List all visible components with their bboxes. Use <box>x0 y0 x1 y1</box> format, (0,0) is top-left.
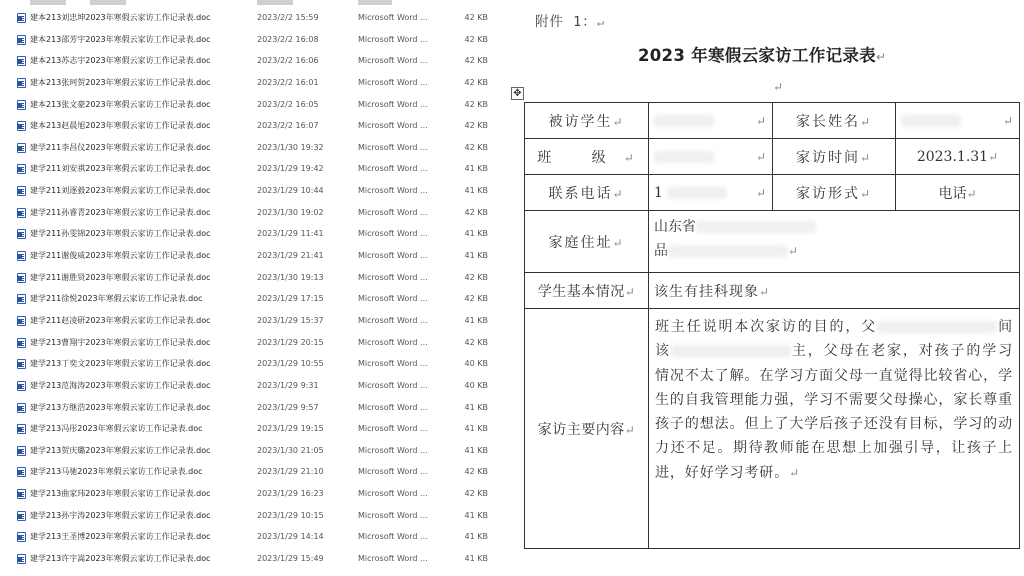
file-size: 42 KB <box>464 467 488 477</box>
file-modified-date: 2023/1/29 19:15 <box>257 424 324 434</box>
student-label-cell: 被访学生↵ <box>525 103 649 139</box>
file-type: Microsoft Word ... <box>358 359 428 369</box>
file-type: Microsoft Word ... <box>358 294 428 304</box>
file-size: 42 KB <box>464 142 488 152</box>
word-document-icon <box>17 511 26 521</box>
visit-form-value-cell[interactable]: 电话↵ <box>896 175 1020 211</box>
file-row[interactable] <box>0 397 505 419</box>
file-modified-date: 2023/1/29 11:41 <box>257 229 324 239</box>
file-modified-date: 2023/1/29 21:41 <box>257 251 324 261</box>
file-name: 建学213马驰2023年寒假云家访工作记录表.doc <box>30 467 203 477</box>
file-modified-date: 2023/2/2 16:06 <box>257 56 319 66</box>
file-type: Microsoft Word ... <box>358 186 428 196</box>
word-document-icon <box>17 403 26 413</box>
file-modified-date: 2023/2/2 15:59 <box>257 13 319 22</box>
redacted-text <box>671 345 791 357</box>
word-document-icon <box>17 13 26 23</box>
file-type: Microsoft Word ... <box>358 554 428 564</box>
file-size: 42 KB <box>464 121 488 131</box>
file-name: 建学211赵凌研2023年寒假云家访工作记录表.doc <box>30 315 211 325</box>
file-row[interactable] <box>0 94 505 116</box>
word-document-icon <box>17 164 26 174</box>
word-document-icon <box>17 381 26 391</box>
visit-content-cell[interactable]: 班主任说明本次家访的目的，父 间该 主，父母在老家，对孩子的学习情况不太了解。在学习方面父母一直觉得比较省心，学生的自我管理能力强，学习不需要父母操心，家长尊重孩子的想法。但上了大学后孩子还没有目标，学习的动力还不足。期待教师能在思想上加强引导，让孩子上进，好好学习考研。↵ <box>649 309 1020 549</box>
file-row[interactable] <box>0 353 505 375</box>
file-name: 建学213方继浩2023年寒假云家访工作记录表.doc <box>30 402 211 412</box>
file-modified-date: 2023/1/30 21:05 <box>257 445 324 455</box>
word-document-icon <box>17 121 26 131</box>
file-row[interactable] <box>0 137 505 159</box>
file-size: 40 KB <box>464 359 488 369</box>
file-size: 42 KB <box>464 294 488 304</box>
file-row[interactable] <box>0 245 505 267</box>
word-document-icon <box>17 229 26 239</box>
file-row[interactable] <box>0 526 505 548</box>
file-row[interactable] <box>0 223 505 245</box>
file-type: Microsoft Word ... <box>358 380 428 390</box>
file-size: 41 KB <box>464 186 488 196</box>
file-type: Microsoft Word ... <box>358 489 428 499</box>
file-type: Microsoft Word ... <box>358 142 428 152</box>
file-modified-date: 2023/1/29 21:10 <box>257 467 324 477</box>
file-name: 建学213丁奕文2023年寒假云家访工作记录表.doc <box>30 359 211 369</box>
file-name: 建学213王圣博2023年寒假云家访工作记录表.doc <box>30 532 211 542</box>
redacted-text <box>901 115 961 127</box>
parent-label-cell: 家长姓名↵ <box>773 103 896 139</box>
file-type: Microsoft Word ... <box>358 251 428 261</box>
file-type: Microsoft Word ... <box>358 77 428 87</box>
redacted-text <box>877 321 997 333</box>
file-modified-date: 2023/1/29 10:55 <box>257 359 324 369</box>
situation-value-cell[interactable]: 该生有挂科现象↵ <box>649 273 1020 309</box>
visit-record-table <box>524 102 1020 549</box>
file-name: 建本213张珂贺2023年寒假云家访工作记录表.doc <box>30 77 211 87</box>
visit-form-label-cell: 家访形式↵ <box>773 175 896 211</box>
redacted-text <box>667 187 727 199</box>
file-type: Microsoft Word ... <box>358 229 428 239</box>
file-name: 建学213贺庆璐2023年寒假云家访工作记录表.doc <box>30 445 211 455</box>
file-type: Microsoft Word ... <box>358 13 428 22</box>
file-size: 40 KB <box>464 380 488 390</box>
file-modified-date: 2023/1/30 19:02 <box>257 207 324 217</box>
file-name: 建学211孙睿青2023年寒假云家访工作记录表.doc <box>30 207 211 217</box>
file-modified-date: 2023/1/29 16:23 <box>257 489 324 499</box>
file-size: 41 KB <box>464 510 488 520</box>
phone-label-cell: 联系电话↵ <box>525 175 649 211</box>
file-modified-date: 2023/2/2 16:08 <box>257 34 319 44</box>
file-size: 41 KB <box>464 315 488 325</box>
file-size: 42 KB <box>464 99 488 109</box>
file-size: 42 KB <box>464 13 488 22</box>
file-row[interactable] <box>0 483 505 505</box>
file-type: Microsoft Word ... <box>358 207 428 217</box>
file-modified-date: 2023/1/29 19:42 <box>257 164 324 174</box>
file-modified-date: 2023/1/29 17:15 <box>257 294 324 304</box>
file-size: 41 KB <box>464 424 488 434</box>
file-name: 建学213曲家玮2023年寒假云家访工作记录表.doc <box>30 489 211 499</box>
file-name: 建学213孙宇涛2023年寒假云家访工作记录表.doc <box>30 510 211 520</box>
redacted-text <box>668 245 788 257</box>
word-document-icon <box>17 532 26 542</box>
content-label-cell: 家访主要内容↵ <box>525 309 649 549</box>
file-size: 41 KB <box>464 164 488 174</box>
word-document-icon <box>17 359 26 369</box>
file-row[interactable] <box>0 440 505 462</box>
file-type: Microsoft Word ... <box>358 532 428 542</box>
file-name: 建学213许宇嵩2023年寒假云家访工作记录表.doc <box>30 554 211 564</box>
file-name: 建学213曹翔宇2023年寒假云家访工作记录表.doc <box>30 337 211 347</box>
file-modified-date: 2023/2/2 16:05 <box>257 99 319 109</box>
file-name: 建本213张文豪2023年寒假云家访工作记录表.doc <box>30 99 211 109</box>
address-label-cell: 家庭住址↵ <box>525 211 649 273</box>
parent-value-cell[interactable]: ↵ <box>896 103 1020 139</box>
file-name: 建学211李昌仪2023年寒假云家访工作记录表.doc <box>30 142 211 152</box>
table-move-handle-icon[interactable]: ✥ <box>511 87 524 100</box>
paragraph-mark: ↵ <box>875 50 887 64</box>
word-document-icon <box>17 446 26 456</box>
visit-time-label-cell: 家访时间↵ <box>773 139 896 175</box>
file-rows <box>0 7 505 570</box>
word-document-icon <box>17 251 26 261</box>
file-row[interactable] <box>0 158 505 180</box>
word-document-icon <box>17 554 26 564</box>
word-document-icon <box>17 208 26 218</box>
file-name: 建学211孙雯锦2023年寒假云家访工作记录表.doc <box>30 229 211 239</box>
word-document-icon <box>17 424 26 434</box>
file-type: Microsoft Word ... <box>358 315 428 325</box>
file-size: 41 KB <box>464 229 488 239</box>
file-modified-date: 2023/1/29 10:44 <box>257 186 324 196</box>
file-size: 41 KB <box>464 402 488 412</box>
file-modified-date: 2023/1/29 9:57 <box>257 402 319 412</box>
file-size: 41 KB <box>464 251 488 261</box>
redacted-text <box>654 151 714 163</box>
student-value-cell[interactable]: ↵ <box>649 103 773 139</box>
scrolled-row-remnant <box>0 0 505 7</box>
word-document-icon <box>17 143 26 153</box>
file-type: Microsoft Word ... <box>358 445 428 455</box>
word-document-icon <box>17 489 26 499</box>
attachment-label: 附件 1：↵ <box>535 14 605 30</box>
file-row[interactable] <box>0 180 505 202</box>
file-size: 42 KB <box>464 77 488 87</box>
file-modified-date: 2023/1/30 19:13 <box>257 272 324 282</box>
file-name: 建本213赵晨旭2023年寒假云家访工作记录表.doc <box>30 121 211 131</box>
file-row[interactable] <box>0 418 505 440</box>
file-row[interactable] <box>0 7 505 29</box>
file-row[interactable] <box>0 72 505 94</box>
file-type: Microsoft Word ... <box>358 424 428 434</box>
word-document-page[interactable] <box>505 0 1024 576</box>
file-name: 建学211谢俊威2023年寒假云家访工作记录表.doc <box>30 251 211 261</box>
file-modified-date: 2023/2/2 16:01 <box>257 77 319 87</box>
file-name: 建学211徐悦2023年寒假云家访工作记录表.doc <box>30 294 203 304</box>
file-size: 41 KB <box>464 445 488 455</box>
file-row[interactable] <box>0 505 505 527</box>
file-name: 建学211谢胜贤2023年寒假云家访工作记录表.doc <box>30 272 211 282</box>
situation-label-cell: 学生基本情况↵ <box>525 273 649 309</box>
file-size: 42 KB <box>464 489 488 499</box>
word-document-icon <box>17 100 26 110</box>
file-size: 42 KB <box>464 207 488 217</box>
file-type: Microsoft Word ... <box>358 164 428 174</box>
file-row[interactable] <box>0 288 505 310</box>
address-value-cell[interactable]: 山东省 品 ↵ <box>649 211 1020 273</box>
file-name: 建学211刘安祺2023年寒假云家访工作记录表.doc <box>30 164 211 174</box>
document-title: 2023 年寒假云家访工作记录表↵ <box>638 46 887 65</box>
file-size: 42 KB <box>464 272 488 282</box>
redacted-text <box>654 115 714 127</box>
word-document-icon <box>17 273 26 283</box>
file-size: 42 KB <box>464 56 488 66</box>
file-type: Microsoft Word ... <box>358 99 428 109</box>
file-name: 建学213冯彤2023年寒假云家访工作记录表.doc <box>30 424 203 434</box>
file-row[interactable] <box>0 115 505 137</box>
file-explorer-list <box>0 0 505 576</box>
file-modified-date: 2023/1/29 14:14 <box>257 532 324 542</box>
word-document-icon <box>17 35 26 45</box>
file-row[interactable] <box>0 461 505 483</box>
file-row[interactable] <box>0 202 505 224</box>
file-row[interactable] <box>0 332 505 354</box>
file-name: 建学211刘逐毅2023年寒假云家访工作记录表.doc <box>30 186 211 196</box>
word-document-icon <box>17 467 26 477</box>
file-modified-date: 2023/1/29 10:15 <box>257 510 324 520</box>
file-size: 41 KB <box>464 532 488 542</box>
file-row[interactable] <box>0 375 505 397</box>
file-size: 41 KB <box>464 554 488 564</box>
file-row[interactable] <box>0 310 505 332</box>
class-value-cell[interactable]: ↵ <box>649 139 773 175</box>
file-type: Microsoft Word ... <box>358 121 428 131</box>
file-modified-date: 2023/2/2 16:07 <box>257 121 319 131</box>
word-document-icon <box>17 294 26 304</box>
file-modified-date: 2023/1/29 9:31 <box>257 380 319 390</box>
file-type: Microsoft Word ... <box>358 56 428 66</box>
file-name: 建本213苏志宇2023年寒假云家访工作记录表.doc <box>30 56 211 66</box>
visit-time-value-cell[interactable]: 2023.1.31↵ <box>896 139 1020 175</box>
word-document-icon <box>17 316 26 326</box>
word-document-icon <box>17 56 26 66</box>
file-row[interactable] <box>0 267 505 289</box>
file-modified-date: 2023/1/29 15:37 <box>257 315 324 325</box>
file-size: 42 KB <box>464 34 488 44</box>
redacted-text <box>696 221 816 233</box>
file-name: 建学213范海涛2023年寒假云家访工作记录表.doc <box>30 380 211 390</box>
file-type: Microsoft Word ... <box>358 337 428 347</box>
file-row[interactable] <box>0 50 505 72</box>
file-type: Microsoft Word ... <box>358 467 428 477</box>
phone-value-cell[interactable]: 1 ↵ <box>649 175 773 211</box>
file-row[interactable] <box>0 548 505 570</box>
word-document-icon <box>17 78 26 88</box>
file-row[interactable] <box>0 29 505 51</box>
file-size: 42 KB <box>464 337 488 347</box>
word-document-icon <box>17 338 26 348</box>
file-type: Microsoft Word ... <box>358 272 428 282</box>
file-name: 建本213邵芳宇2023年寒假云家访工作记录表.doc <box>30 34 211 44</box>
file-name: 建本213刘忠坤2023年寒假云家访工作记录表.doc <box>30 13 211 22</box>
file-type: Microsoft Word ... <box>358 402 428 412</box>
paragraph-mark: ↵ <box>773 80 784 94</box>
file-type: Microsoft Word ... <box>358 34 428 44</box>
paragraph-mark: ↵ <box>596 15 605 29</box>
file-modified-date: 2023/1/29 15:49 <box>257 554 324 564</box>
word-document-icon <box>17 186 26 196</box>
file-modified-date: 2023/1/30 19:32 <box>257 142 324 152</box>
class-label-cell: 班 级↵ <box>525 139 649 175</box>
file-modified-date: 2023/1/29 20:15 <box>257 337 324 347</box>
file-type: Microsoft Word ... <box>358 510 428 520</box>
